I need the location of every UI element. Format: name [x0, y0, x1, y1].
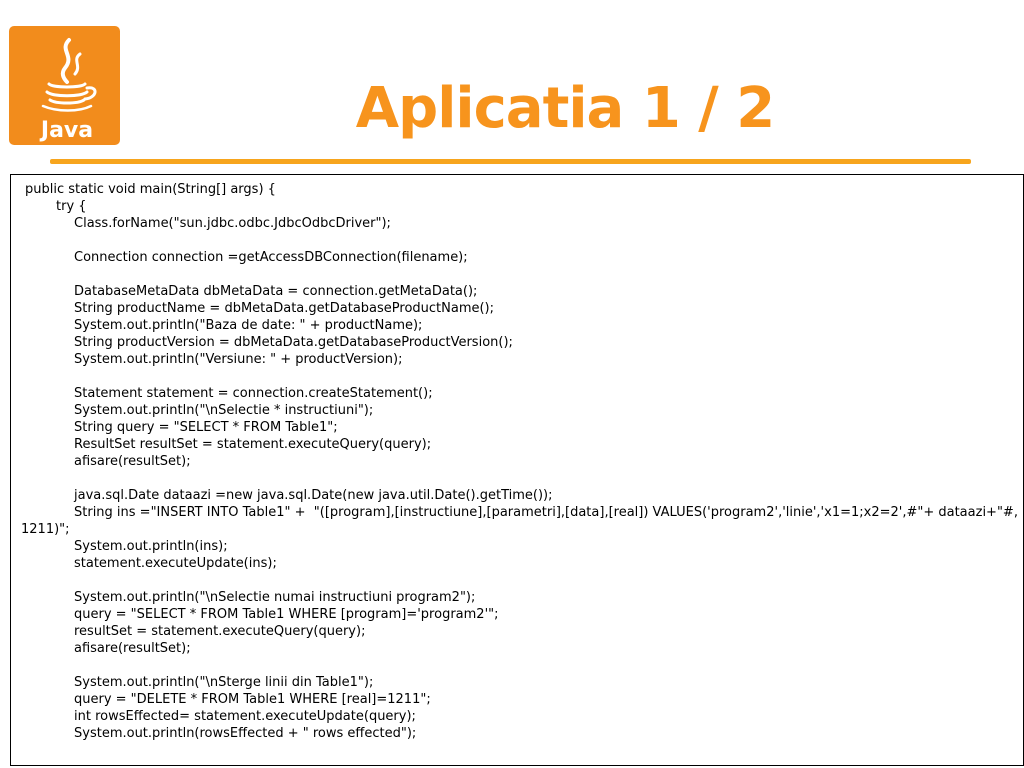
code-line: query = "SELECT * FROM Table1 WHERE [program]='program2'";	[74, 607, 499, 622]
code-line: System.out.println("\nSelectie numai instructiuni program2");	[74, 590, 476, 605]
code-line: afisare(resultSet);	[74, 641, 191, 656]
code-line: int rowsEffected= statement.executeUpdate(query);	[74, 709, 416, 724]
code-line: System.out.println("Baza de date: " + productName);	[74, 318, 423, 333]
code-line: System.out.println("\nSterge linii din Table1");	[74, 675, 374, 690]
code-line: public static void main(String[] args) {	[25, 182, 276, 197]
code-line: Class.forName("sun.jdbc.odbc.JdbcOdbcDriver");	[74, 216, 391, 231]
code-line: statement.executeUpdate(ins);	[74, 556, 277, 571]
java-logo	[9, 26, 120, 145]
code-line: String productName = dbMetaData.getDatabaseProductName();	[74, 301, 495, 316]
code-line: Connection connection =getAccessDBConnection(filename);	[74, 250, 468, 265]
code-line: String ins ="INSERT INTO Table1" + "([program],[instructiune],[parametri],[data],[real]) VALUES('program2','linie','x1=1;x2=2',#"+ dataazi+"#,	[74, 505, 1018, 520]
code-line: System.out.println(rowsEffected + " rows effected");	[74, 726, 417, 741]
code-line: 1211)";	[21, 522, 70, 537]
code-line: try {	[56, 199, 87, 214]
page-title: Aplicatia 1 / 2	[355, 76, 775, 141]
code-line: System.out.println("Versiune: " + productVersion);	[74, 352, 403, 367]
code-line: System.out.println("\nSelectie * instructiuni");	[74, 403, 374, 418]
title-divider	[50, 159, 971, 164]
code-line: afisare(resultSet);	[74, 454, 191, 469]
code-line: DatabaseMetaData dbMetaData = connection.getMetaData();	[74, 284, 478, 299]
java-logo-text: Java	[40, 118, 94, 143]
code-line: Statement statement = connection.createStatement();	[74, 386, 433, 401]
code-line: String query = "SELECT * FROM Table1";	[74, 420, 338, 435]
code-block	[10, 174, 1024, 766]
code-line: java.sql.Date dataazi =new java.sql.Date(new java.util.Date().getTime());	[74, 488, 553, 503]
code-line: String productVersion = dbMetaData.getDatabaseProductVersion();	[74, 335, 513, 350]
code-line: query = "DELETE * FROM Table1 WHERE [real]=1211";	[74, 692, 431, 707]
code-line: ResultSet resultSet = statement.executeQuery(query);	[74, 437, 432, 452]
code-line: resultSet = statement.executeQuery(query);	[74, 624, 366, 639]
java-coffee-cup-icon	[9, 26, 120, 145]
code-line: System.out.println(ins);	[74, 539, 228, 554]
